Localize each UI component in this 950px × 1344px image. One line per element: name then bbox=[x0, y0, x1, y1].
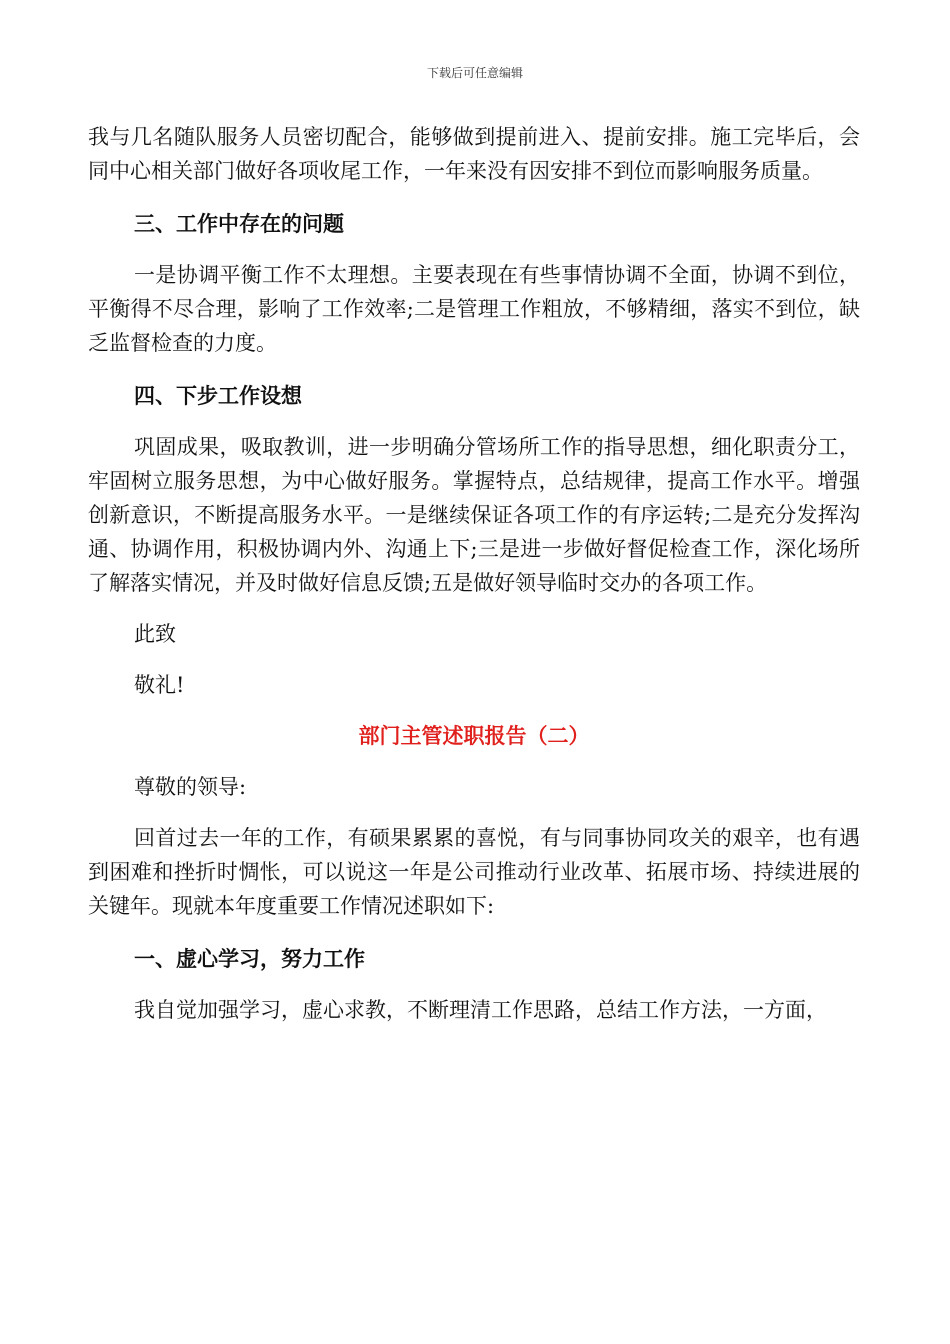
report-title: 部门主管述职报告（二） bbox=[358, 723, 590, 748]
paragraph-service-coordination: 我与几名随队服务人员密切配合，能够做到提前进入、提前安排。施工完毕后，会同中心相关部门做好各项收尾工作，一年来没有因安排不到位而影响服务质量。 bbox=[88, 125, 860, 183]
paragraph-next-steps: 巩固成果，吸取教训，进一步明确分管场所工作的指导思想，细化职责分工，牢固树立服务思想，为中心做好服务。掌握特点，总结规律，提高工作水平。增强创新意识，不断提高服务水平。一是继续保证各项工作的有序运转;二是充分发挥沟通、协调作用，积极协调内外、沟通上下;三是进一步做好督促检查工作，深化场所了解落实情况，并及时做好信息反馈;五是做好领导临时交办的各项工作。 bbox=[88, 435, 860, 595]
paragraph-problems: 一是协调平衡工作不太理想。主要表现在有些事情协调不全面，协调不到位，平衡得不尽合理，影响了工作效率;二是管理工作粗放，不够精细，落实不到位，缺乏监督检查的力度。 bbox=[88, 263, 860, 355]
paragraph-review: 回首过去一年的工作，有硕果累累的喜悦，有与同事协同攻关的艰辛，也有遇到困难和挫折时惆怅，可以说这一年是公司推动行业改革、拓展市场、持续进展的关键年。现就本年度重要工作情况述职如下: bbox=[88, 826, 860, 918]
document-body bbox=[88, 120, 860, 1027]
section-heading-learning: 一、虚心学习，努力工作 bbox=[134, 946, 365, 971]
closing-line-1: 此致 bbox=[134, 622, 176, 646]
closing-line-2: 敬礼! bbox=[134, 673, 185, 697]
section-heading-problems: 三、工作中存在的问题 bbox=[134, 211, 344, 236]
page-header-note: 下载后可任意编辑 bbox=[426, 66, 523, 80]
section-heading-next-steps: 四、下步工作设想 bbox=[134, 383, 302, 408]
paragraph-learning: 我自觉加强学习，虚心求教，不断理清工作思路，总结工作方法，一方面， bbox=[134, 998, 827, 1022]
salutation: 尊敬的领导: bbox=[134, 775, 247, 799]
